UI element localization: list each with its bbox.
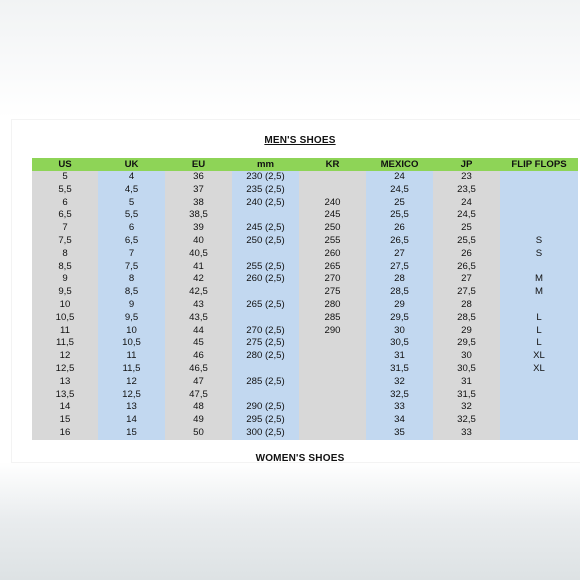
table-cell: 40 bbox=[165, 235, 232, 248]
table-cell: 38,5 bbox=[165, 209, 232, 222]
table-cell: 28 bbox=[366, 273, 433, 286]
table-cell: 275 bbox=[299, 286, 366, 299]
table-cell: 12,5 bbox=[32, 363, 98, 376]
table-row bbox=[32, 414, 578, 427]
table-cell: 11,5 bbox=[32, 337, 98, 350]
table-cell: 12 bbox=[32, 350, 98, 363]
table-cell: 50 bbox=[165, 427, 232, 440]
table-cell: 47,5 bbox=[165, 389, 232, 402]
table-row bbox=[32, 273, 578, 286]
table-cell: 11 bbox=[98, 350, 165, 363]
table-cell bbox=[500, 376, 578, 389]
table-cell: 31 bbox=[433, 376, 500, 389]
table-cell: 25 bbox=[366, 197, 433, 210]
table-cell bbox=[500, 209, 578, 222]
table-cell: 31,5 bbox=[366, 363, 433, 376]
table-cell: 44 bbox=[165, 325, 232, 338]
table-cell: 280 (2,5) bbox=[232, 350, 299, 363]
table-cell: 49 bbox=[165, 414, 232, 427]
table-cell bbox=[500, 197, 578, 210]
table-cell: 31,5 bbox=[433, 389, 500, 402]
column-header: KR bbox=[299, 158, 366, 171]
table-cell: 27,5 bbox=[366, 261, 433, 274]
table-cell: 9,5 bbox=[98, 312, 165, 325]
table-cell: 11 bbox=[32, 325, 98, 338]
table-cell: 255 (2,5) bbox=[232, 261, 299, 274]
table-cell bbox=[500, 184, 578, 197]
column-header: mm bbox=[232, 158, 299, 171]
table-cell: 260 bbox=[299, 248, 366, 261]
table-row bbox=[32, 184, 578, 197]
table-cell: 47 bbox=[165, 376, 232, 389]
table-cell: 35 bbox=[366, 427, 433, 440]
table-cell: 36 bbox=[165, 171, 232, 184]
table-cell: 32,5 bbox=[433, 414, 500, 427]
womens-shoes-title: WOMEN'S SHOES bbox=[255, 453, 345, 462]
table-row bbox=[32, 325, 578, 338]
table-cell: 39 bbox=[165, 222, 232, 235]
table-cell: 13,5 bbox=[32, 389, 98, 402]
table-cell: L bbox=[500, 312, 578, 325]
table-cell: 24 bbox=[366, 171, 433, 184]
table-cell: 230 (2,5) bbox=[232, 171, 299, 184]
table-cell: 29,5 bbox=[433, 337, 500, 350]
table-cell: S bbox=[500, 235, 578, 248]
table-cell: 42,5 bbox=[165, 286, 232, 299]
table-row bbox=[32, 248, 578, 261]
table-cell: 24,5 bbox=[366, 184, 433, 197]
table-cell: 250 (2,5) bbox=[232, 235, 299, 248]
table-cell: L bbox=[500, 337, 578, 350]
table-cell bbox=[232, 389, 299, 402]
table-cell: 46,5 bbox=[165, 363, 232, 376]
table-cell: 25,5 bbox=[366, 209, 433, 222]
table-cell: 38 bbox=[165, 197, 232, 210]
table-cell bbox=[299, 376, 366, 389]
table-cell: 270 (2,5) bbox=[232, 325, 299, 338]
column-header: MEXICO bbox=[366, 158, 433, 171]
table-cell: 28,5 bbox=[366, 286, 433, 299]
table-row bbox=[32, 337, 578, 350]
table-row bbox=[32, 261, 578, 274]
table-header-row bbox=[32, 158, 578, 171]
table-cell: 26 bbox=[433, 248, 500, 261]
table-cell: 10 bbox=[98, 325, 165, 338]
table-cell: 24,5 bbox=[433, 209, 500, 222]
table-cell: 31 bbox=[366, 350, 433, 363]
table-cell: 25,5 bbox=[433, 235, 500, 248]
table-cell: 30 bbox=[366, 325, 433, 338]
table-cell: 13 bbox=[32, 376, 98, 389]
table-cell: 7 bbox=[32, 222, 98, 235]
table-cell: 14 bbox=[98, 414, 165, 427]
table-cell: 30 bbox=[433, 350, 500, 363]
table-cell: 30,5 bbox=[433, 363, 500, 376]
table-cell: M bbox=[500, 273, 578, 286]
table-cell: 270 bbox=[299, 273, 366, 286]
table-cell: XL bbox=[500, 350, 578, 363]
table-cell: 10,5 bbox=[32, 312, 98, 325]
table-cell: 37 bbox=[165, 184, 232, 197]
table-row bbox=[32, 427, 578, 440]
table-cell: 240 bbox=[299, 197, 366, 210]
table-cell: 24 bbox=[433, 197, 500, 210]
table-cell: 255 bbox=[299, 235, 366, 248]
table-cell: 28 bbox=[433, 299, 500, 312]
table-cell: 48 bbox=[165, 401, 232, 414]
table-cell: 7,5 bbox=[32, 235, 98, 248]
table-cell: 6,5 bbox=[32, 209, 98, 222]
table-cell: 295 (2,5) bbox=[232, 414, 299, 427]
table-cell bbox=[299, 427, 366, 440]
table-cell: 27,5 bbox=[433, 286, 500, 299]
table-cell bbox=[500, 222, 578, 235]
table-cell: XL bbox=[500, 363, 578, 376]
table-row bbox=[32, 235, 578, 248]
table-cell: 33 bbox=[366, 401, 433, 414]
table-cell: 9,5 bbox=[32, 286, 98, 299]
table-cell: S bbox=[500, 248, 578, 261]
table-cell bbox=[232, 209, 299, 222]
size-chart-sheet bbox=[12, 120, 580, 462]
table-cell: 16 bbox=[32, 427, 98, 440]
table-cell: 45 bbox=[165, 337, 232, 350]
table-cell: 9 bbox=[98, 299, 165, 312]
table-row bbox=[32, 299, 578, 312]
table-cell: 43 bbox=[165, 299, 232, 312]
table-row bbox=[32, 389, 578, 402]
table-cell: 12,5 bbox=[98, 389, 165, 402]
table-cell: 27 bbox=[366, 248, 433, 261]
table-cell: 26,5 bbox=[366, 235, 433, 248]
table-cell: 5 bbox=[32, 171, 98, 184]
table-cell: 260 (2,5) bbox=[232, 273, 299, 286]
table-row bbox=[32, 376, 578, 389]
table-cell: 15 bbox=[32, 414, 98, 427]
table-row bbox=[32, 197, 578, 210]
table-cell: 34 bbox=[366, 414, 433, 427]
table-cell: 42 bbox=[165, 273, 232, 286]
table-cell: 40,5 bbox=[165, 248, 232, 261]
table-cell: 245 bbox=[299, 209, 366, 222]
table-cell: 265 bbox=[299, 261, 366, 274]
table-cell: 6 bbox=[98, 222, 165, 235]
table-cell: 41 bbox=[165, 261, 232, 274]
table-row bbox=[32, 363, 578, 376]
table-row bbox=[32, 286, 578, 299]
table-row bbox=[32, 171, 578, 184]
table-cell: M bbox=[500, 286, 578, 299]
table-cell bbox=[299, 363, 366, 376]
table-cell: 26 bbox=[366, 222, 433, 235]
table-cell: 300 (2,5) bbox=[232, 427, 299, 440]
table-cell: 27 bbox=[433, 273, 500, 286]
table-cell: 25 bbox=[433, 222, 500, 235]
table-cell bbox=[500, 261, 578, 274]
table-cell bbox=[500, 414, 578, 427]
table-cell bbox=[299, 389, 366, 402]
table-cell: 15 bbox=[98, 427, 165, 440]
table-cell: L bbox=[500, 325, 578, 338]
table-cell: 250 bbox=[299, 222, 366, 235]
table-cell: 8 bbox=[32, 248, 98, 261]
column-header: FLIP FLOPS bbox=[500, 158, 578, 171]
table-row bbox=[32, 401, 578, 414]
table-cell bbox=[232, 312, 299, 325]
table-cell: 13 bbox=[98, 401, 165, 414]
table-cell bbox=[500, 171, 578, 184]
table-cell: 285 (2,5) bbox=[232, 376, 299, 389]
table-cell bbox=[299, 350, 366, 363]
table-cell: 240 (2,5) bbox=[232, 197, 299, 210]
table-cell: 6,5 bbox=[98, 235, 165, 248]
column-header: JP bbox=[433, 158, 500, 171]
table-cell: 8,5 bbox=[98, 286, 165, 299]
table-row bbox=[32, 209, 578, 222]
table-cell: 33 bbox=[433, 427, 500, 440]
table-cell bbox=[500, 299, 578, 312]
table-cell bbox=[299, 184, 366, 197]
table-body bbox=[32, 171, 578, 440]
mens-shoes-title: MEN'S SHOES bbox=[264, 135, 336, 146]
table-cell bbox=[299, 337, 366, 350]
table-cell bbox=[232, 363, 299, 376]
table-cell: 8,5 bbox=[32, 261, 98, 274]
table-cell: 32 bbox=[366, 376, 433, 389]
table-cell: 28,5 bbox=[433, 312, 500, 325]
table-cell: 32 bbox=[433, 401, 500, 414]
table-cell bbox=[232, 286, 299, 299]
table-row bbox=[32, 312, 578, 325]
table-cell: 275 (2,5) bbox=[232, 337, 299, 350]
table-cell: 4 bbox=[98, 171, 165, 184]
table-cell: 265 (2,5) bbox=[232, 299, 299, 312]
column-header: UK bbox=[98, 158, 165, 171]
table-cell: 285 bbox=[299, 312, 366, 325]
table-cell: 7,5 bbox=[98, 261, 165, 274]
table-cell: 245 (2,5) bbox=[232, 222, 299, 235]
table-cell bbox=[500, 427, 578, 440]
table-cell: 23,5 bbox=[433, 184, 500, 197]
table-cell: 5 bbox=[98, 197, 165, 210]
table-cell: 29 bbox=[433, 325, 500, 338]
table-cell: 9 bbox=[32, 273, 98, 286]
table-cell: 290 bbox=[299, 325, 366, 338]
table-row bbox=[32, 222, 578, 235]
table-cell: 29 bbox=[366, 299, 433, 312]
table-cell: 11,5 bbox=[98, 363, 165, 376]
size-chart-table bbox=[32, 158, 578, 440]
table-cell bbox=[299, 401, 366, 414]
table-cell bbox=[299, 414, 366, 427]
table-cell bbox=[299, 171, 366, 184]
table-cell: 10,5 bbox=[98, 337, 165, 350]
column-header: EU bbox=[165, 158, 232, 171]
table-cell: 280 bbox=[299, 299, 366, 312]
table-cell bbox=[500, 401, 578, 414]
table-cell: 10 bbox=[32, 299, 98, 312]
table-cell: 290 (2,5) bbox=[232, 401, 299, 414]
table-cell: 235 (2,5) bbox=[232, 184, 299, 197]
table-cell: 8 bbox=[98, 273, 165, 286]
table-cell: 26,5 bbox=[433, 261, 500, 274]
table-cell: 14 bbox=[32, 401, 98, 414]
table-cell: 46 bbox=[165, 350, 232, 363]
column-header: US bbox=[32, 158, 98, 171]
table-cell: 29,5 bbox=[366, 312, 433, 325]
table-cell: 5,5 bbox=[32, 184, 98, 197]
table-cell bbox=[232, 248, 299, 261]
table-cell: 4,5 bbox=[98, 184, 165, 197]
table-cell: 32,5 bbox=[366, 389, 433, 402]
table-cell: 12 bbox=[98, 376, 165, 389]
table-cell: 30,5 bbox=[366, 337, 433, 350]
table-cell: 7 bbox=[98, 248, 165, 261]
table-cell: 6 bbox=[32, 197, 98, 210]
table-cell: 43,5 bbox=[165, 312, 232, 325]
table-row bbox=[32, 350, 578, 363]
table-cell bbox=[500, 389, 578, 402]
table-cell: 5,5 bbox=[98, 209, 165, 222]
table-cell: 23 bbox=[433, 171, 500, 184]
